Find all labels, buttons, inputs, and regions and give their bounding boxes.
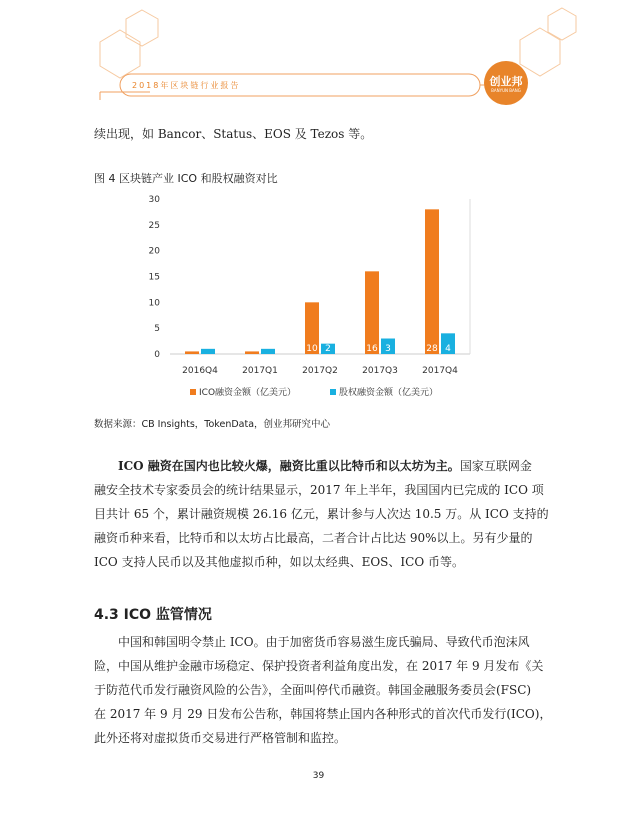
para1-line-2: 目共计 65 个，累计融资规模 26.16 亿元，累计参与人次达 10.5 万。从 ICO 支持的 [94,507,549,521]
logo [484,61,528,105]
x-tick-label: 2016Q4 [182,366,218,376]
para2-line-1: 险，中国从维护金融市场稳定、保护投资者利益角度出发，在 2017 年 9 月发布《关 [94,659,544,673]
legend-label: ICO融资金额（亿美元） [199,388,297,398]
para2-line-0: 中国和韩国明令禁止 ICO。由于加密货币容易滋生庞氏骗局、导致代币泡沫风 [118,635,530,649]
y-tick-label: 30 [148,195,160,205]
y-tick-label: 0 [154,350,160,360]
bar-data-label: 10 [306,344,318,354]
page-number: 39 [312,771,325,781]
para1-lead: ICO 融资在国内也比较火爆，融资比重以比特币和以太坊为主。 [118,459,460,473]
bar-data-label: 4 [445,344,451,354]
section-title: 4.3 ICO 监管情况 [94,607,212,623]
logo-sub: BANYUN BANG [491,88,521,93]
legend-label: 股权融资金额（亿美元） [339,388,439,398]
bar-data-label: 16 [366,344,378,354]
x-tick-label: 2017Q3 [362,366,398,376]
y-tick-label: 25 [148,220,160,231]
bar-data-label: 3 [385,344,391,354]
continued-line: 续出现，如 Bancor、Status、EOS 及 Tezos 等。 [94,127,373,141]
para2-line-3: 在 2017 年 9 月 29 日发布公告称，韩国将禁止国内各种形式的首次代币发行(ICO)， [94,707,552,721]
data-source: 数据来源：CB Insights，TokenData，创业邦研究中心 [94,419,331,430]
y-tick-label: 5 [154,324,160,335]
bar-equity [261,349,275,354]
x-tick-label: 2017Q1 [242,366,278,376]
para1-line-4: ICO 支持人民币以及其他虚拟币种，如以太经典、EOS、ICO 币等。 [94,555,464,569]
report-title: 2018年区块链行业报告 [132,81,241,90]
paragraph-regulation [94,630,564,750]
bar-ico [245,351,259,354]
para2-line-4: 此外还将对虚拟货币交易进行严格管制和监控。 [94,731,347,745]
header-decoration [0,0,637,130]
x-tick-label: 2017Q4 [422,366,458,376]
y-tick-label: 20 [148,246,160,257]
y-tick-label: 15 [148,272,160,283]
logo-main: 创业邦 [489,75,523,88]
y-tick-label: 10 [148,298,160,309]
x-tick-label: 2017Q2 [302,366,338,376]
legend-swatch [190,389,196,395]
legend-swatch [330,389,336,395]
para1-line-0 [94,454,564,478]
para1-line-0-rest: 国家互联网金 [459,459,532,473]
paragraph-ico-domestic [94,454,564,574]
bar-data-label: 2 [325,344,331,354]
bar-ico [425,209,439,354]
bar-equity [201,349,215,354]
para2-line-2: 于防范代币发行融资风险的公告》，全面叫停代币融资。韩国金融服务委员会(FSC) [94,683,532,697]
figure-caption: 图 4 区块链产业 ICO 和股权融资对比 [94,172,278,185]
para1-line-3: 融资币种来看，比特币和以太坊占比最高，二者合计占比达 90%以上。另有少量的 [94,531,533,545]
bar-ico [365,271,379,354]
ico-equity-chart [120,190,490,410]
bar-data-label: 28 [426,344,438,354]
para1-line-1: 融安全技术专家委员会的统计结果显示，2017 年上半年，我国国内已完成的 ICO 项 [94,483,544,497]
bar-ico [185,351,199,354]
